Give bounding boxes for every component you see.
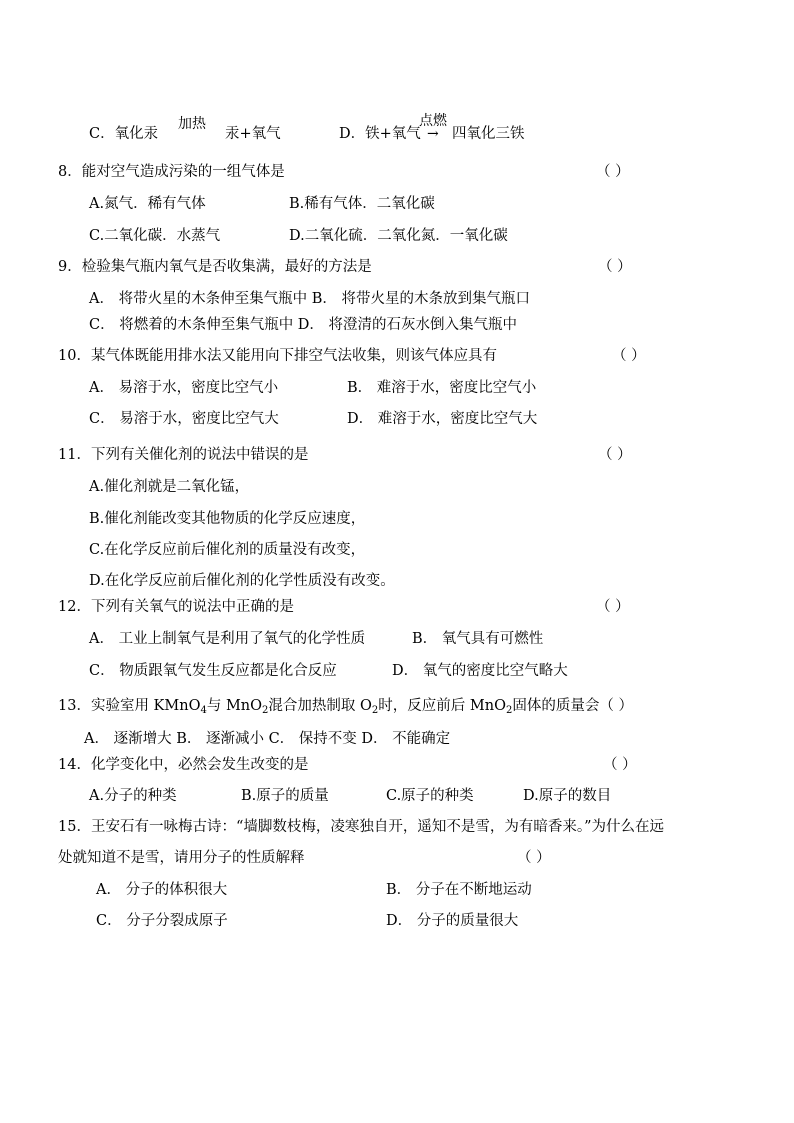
q13-stem: 13．实验室用 KMnO$_4$与 MnO$_2$混合加热制取 $O_2$时，反应前后 MnO$_2$固体的质量会（ ） xyxy=(58,698,633,716)
q14-option-c: C.原子的种类 xyxy=(386,788,474,804)
q10-option-a: A． 易溶于水，密度比空气小 xyxy=(89,380,279,396)
q15-option-a: A． 分子的体积很大 xyxy=(96,882,228,898)
q7-option-c-reactant: C．氧化汞 xyxy=(89,126,159,142)
q9-answer-bracket: （ ） xyxy=(598,259,632,275)
q11-option-a: A.催化剂就是二氧化锰， xyxy=(89,479,250,495)
q10-option-b: B． 难溶于水，密度比空气小 xyxy=(347,380,537,396)
q12-answer-bracket: （ ） xyxy=(596,599,630,615)
q11-stem: 11．下列有关催化剂的说法中错误的是 xyxy=(58,447,309,463)
q10-answer-bracket: （ ） xyxy=(612,348,646,364)
q15-answer-bracket: （ ） xyxy=(517,850,551,866)
q8-answer-bracket: （ ） xyxy=(596,164,630,180)
q7-option-c-condition: 加热 xyxy=(178,116,206,132)
q8-stem: 8．能对空气造成污染的一组气体是 xyxy=(58,164,285,180)
q10-option-c: C． 易溶于水，密度比空气大 xyxy=(89,411,279,427)
q12-option-b: B． 氧气具有可燃性 xyxy=(412,631,544,647)
q15-option-d: D． 分子的质量很大 xyxy=(386,913,519,929)
q13-options: A． 逐渐增大 B． 逐渐减小 C． 保持不变 D． 不能确定 xyxy=(84,731,451,747)
q15-option-c: C． 分子分裂成原子 xyxy=(96,913,228,929)
q7-option-d-arrow: → xyxy=(427,126,439,142)
q10-option-d: D． 难溶于水，密度比空气大 xyxy=(347,411,538,427)
q11-answer-bracket: （ ） xyxy=(598,447,632,463)
q14-answer-bracket: （ ） xyxy=(603,757,637,773)
q11-option-c: C.在化学反应前后催化剂的质量没有改变， xyxy=(89,542,366,558)
q10-stem: 10．某气体既能用排水法又能用向下排空气法收集，则该气体应具有 xyxy=(58,348,497,364)
q7-option-c-product: 汞+氧气 xyxy=(225,126,281,142)
q8-option-c: C.二氧化碳．水蒸气 xyxy=(89,228,221,244)
q9-options-ab: A． 将带火星的木条伸至集气瓶中 B． 将带火星的木条放到集气瓶口 xyxy=(89,291,530,307)
q15-stem-line2: 处就知道不是雪，请用分子的性质解释 xyxy=(58,850,305,866)
q11-option-b: B.催化剂能改变其他物质的化学反应速度， xyxy=(89,511,366,527)
q12-option-a: A． 工业上制氧气是利用了氧气的化学性质 xyxy=(89,631,366,647)
q7-option-d-product: 四氧化三铁 xyxy=(452,126,525,142)
q15-option-b: B． 分子在不断地运动 xyxy=(386,882,532,898)
q12-stem: 12．下列有关氧气的说法中正确的是 xyxy=(58,599,294,615)
q8-option-a: A.氮气．稀有气体 xyxy=(89,196,206,212)
q12-option-c: C． 物质跟氧气发生反应都是化合反应 xyxy=(89,663,337,679)
q8-option-b: B.稀有气体．二氧化碳 xyxy=(289,196,435,212)
q8-option-d: D.二氧化硫．二氧化氮．一氧化碳 xyxy=(289,228,508,244)
q7-option-d-reactant: D．铁+氧气 xyxy=(339,126,421,142)
q11-option-d: D.在化学反应前后催化剂的化学性质没有改变。 xyxy=(89,573,395,589)
q14-option-d: D.原子的数目 xyxy=(523,788,612,804)
q9-stem: 9．检验集气瓶内氧气是否收集满，最好的方法是 xyxy=(58,259,372,275)
q14-option-b: B.原子的质量 xyxy=(241,788,329,804)
q14-option-a: A.分子的种类 xyxy=(89,788,177,804)
q15-stem-line1: 15．王安石有一咏梅古诗：“墙脚数枝梅，凌寒独自开，遥知不是雪，为有暗香来。”为什么在远 xyxy=(58,819,665,835)
q14-stem: 14．化学变化中，必然会发生改变的是 xyxy=(58,757,309,773)
q12-option-d: D． 氧气的密度比空气略大 xyxy=(392,663,568,679)
q9-options-cd: C． 将燃着的木条伸至集气瓶中 D． 将澄清的石灰水倒入集气瓶中 xyxy=(89,317,518,333)
q7-option-d-condition: 点燃 xyxy=(419,113,447,129)
